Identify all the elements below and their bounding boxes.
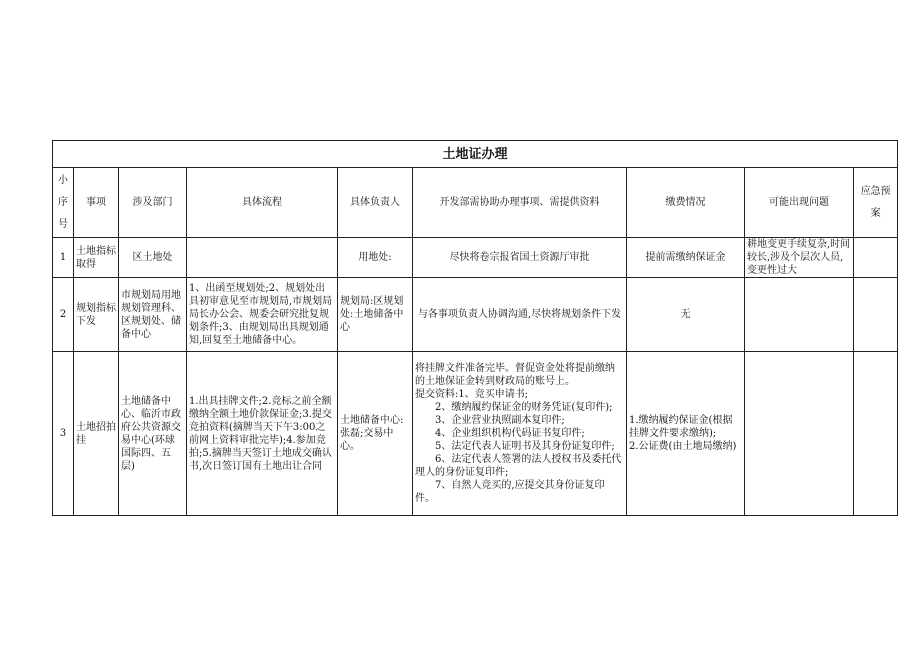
row-person: 用地处:: [338, 238, 413, 278]
land-certificate-table: [52, 140, 898, 516]
table-row: [53, 352, 898, 516]
coop-line: 6、法定代表人签署的法人授权书及委托代理人的身份证复印件;: [415, 454, 622, 478]
header-plan: 应急预 案: [854, 168, 898, 238]
row-coop: 与各事项负责人协调沟通,尽快将规划条件下发: [413, 278, 627, 352]
coop-line: 5、法定代表人证明书及其身份证复印件;: [435, 441, 615, 452]
row-person: 土地储备中心:张磊;交易中心。: [338, 352, 413, 516]
table-title: 土地证办理: [53, 141, 898, 168]
coop-line: 提交资料:1、竞买申请书;: [415, 389, 529, 400]
coop-line: 4、企业组织机构代码证书复印件;: [435, 428, 585, 439]
row-flow: 1.出具挂牌文件;2.竞标之前全额缴纳全额土地价款保证金;3.提交竞拍资料(摘牌当天下午3:00之前网上资料审批完毕);4.参加竞拍;5.摘牌当天签订土地成交确认书,次日签订国有土地出让合同: [187, 352, 338, 516]
row-dept: 市规划局用地规划管理科、区规划处、储备中心: [119, 278, 187, 352]
row-seq: 1: [53, 238, 74, 278]
fee-line: 2.公证费(由土地局缴纳): [629, 441, 737, 452]
row-plan: [854, 278, 898, 352]
row-fee: [627, 352, 745, 516]
row-dept: 土地储备中心、临沂市政府公共资源交易中心(环球国际四、五层): [119, 352, 187, 516]
header-row: [53, 168, 898, 238]
row-plan: [854, 238, 898, 278]
row-issue: 耕地变更手续复杂,时间较长,涉及个层次人员,变更性过大: [745, 238, 854, 278]
row-flow: 1、出函至规划处;2、规划处出具初审意见至市规划局,市规划局局长办公会、规委会研究批复规划条件;3、由规划局出具规划通知,回复至土地储备中心。: [187, 278, 338, 352]
row-fee: 提前需缴纳保证金: [627, 238, 745, 278]
row-issue: [745, 352, 854, 516]
row-coop: 尽快将卷宗报省国土资源厅审批: [413, 238, 627, 278]
fee-line: 1.缴纳履约保证金(根据挂牌文件要求缴纳);: [629, 415, 733, 439]
coop-line: 2、缴纳履约保证金的财务凭证(复印件);: [435, 402, 613, 413]
table-row: [53, 278, 898, 352]
row-item: 土地指标取得: [74, 238, 119, 278]
row-dept: 区土地处: [119, 238, 187, 278]
row-seq: 3: [53, 352, 74, 516]
row-item: 土地招拍挂: [74, 352, 119, 516]
coop-line: 3、企业营业执照副本复印件;: [435, 415, 565, 426]
header-item: 事项: [74, 168, 119, 238]
header-coop: 开发部需协助办理事项、需提供资料: [413, 168, 627, 238]
row-issue: [745, 278, 854, 352]
row-person: 规划局:区规划处:土地储备中心: [338, 278, 413, 352]
header-flow: 具体流程: [187, 168, 338, 238]
header-seq: 小 序 号: [53, 168, 74, 238]
coop-line: 7、自然人竞买的,应提交其身份证复印件。: [415, 480, 605, 504]
row-flow: [187, 238, 338, 278]
coop-line: 将挂牌文件准备完毕。督促资金处将提前缴纳的土地保证金转到财政局的账号上。: [415, 363, 615, 387]
row-fee: 无: [627, 278, 745, 352]
header-person: 具体负责人: [338, 168, 413, 238]
row-coop: [413, 352, 627, 516]
header-dept: 涉及部门: [119, 168, 187, 238]
row-item: 规划指标下发: [74, 278, 119, 352]
row-plan: [854, 352, 898, 516]
header-issue: 可能出现问题: [745, 168, 854, 238]
header-fee: 缴费情况: [627, 168, 745, 238]
row-seq: 2: [53, 278, 74, 352]
table-row: [53, 238, 898, 278]
